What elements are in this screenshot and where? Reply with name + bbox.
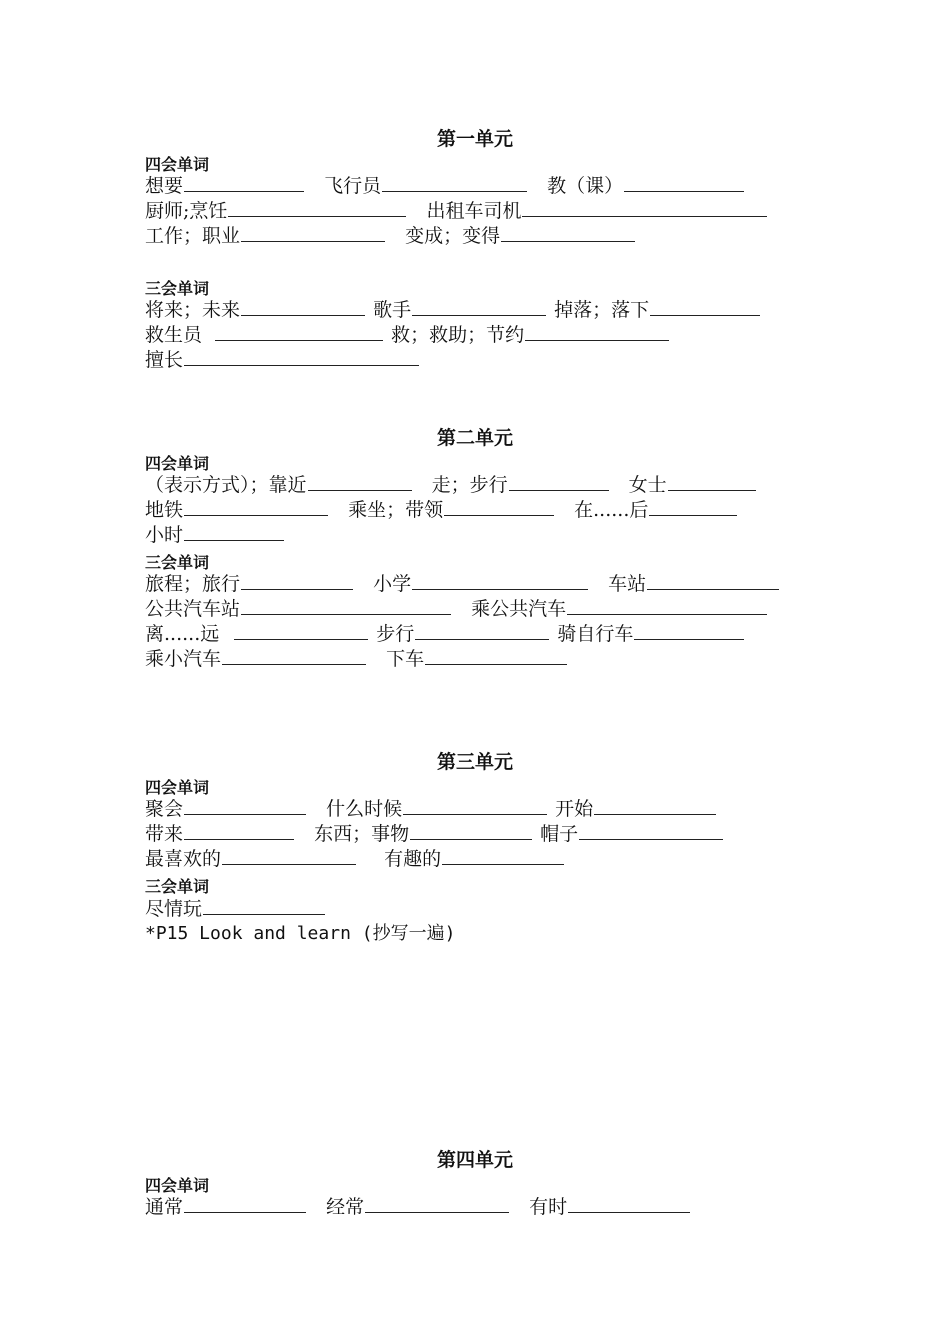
unit-4-title: 第四单元 (436, 1149, 513, 1171)
vocab-item: 将来；未来 (145, 298, 365, 322)
vocab-item: 救；救助；节约 (391, 323, 669, 347)
unit-2-line-7 (145, 647, 581, 671)
vocab-item: 想要 (145, 174, 304, 198)
vocab-item: 帽子 (540, 822, 723, 846)
answer-blank[interactable] (412, 573, 588, 590)
answer-blank[interactable] (525, 324, 669, 341)
vocab-item: 女士 (629, 473, 756, 497)
vocab-item: 下车 (386, 647, 567, 671)
unit-1-line-5 (145, 323, 683, 347)
unit-4-line-1 (145, 1195, 704, 1219)
answer-blank[interactable] (522, 200, 767, 217)
unit-2-line-2 (145, 498, 751, 522)
answer-blank[interactable] (649, 499, 737, 516)
unit-1-line-6 (145, 348, 433, 372)
answer-blank[interactable] (650, 299, 760, 316)
unit-1-three-skill-label: 三会单词 (145, 279, 210, 298)
answer-blank[interactable] (215, 324, 383, 341)
answer-blank[interactable] (647, 573, 779, 590)
vocab-item: 乘小汽车 (145, 647, 366, 671)
vocab-item: 通常 (145, 1195, 306, 1219)
vocab-item: 旅程；旅行 (145, 572, 353, 596)
vocab-item: 步行 (376, 622, 549, 646)
answer-blank[interactable] (241, 598, 451, 615)
unit-3-line-3 (145, 847, 578, 871)
vocab-item: 乘公共汽车 (471, 597, 767, 621)
vocab-item: 走；步行 (432, 473, 609, 497)
unit-2-line-3 (145, 523, 298, 547)
answer-blank[interactable] (184, 1196, 306, 1213)
answer-blank[interactable] (184, 823, 294, 840)
vocab-item: 在......后 (574, 498, 737, 522)
vocab-item: 骑自行车 (557, 622, 744, 646)
unit-3-four-skill-label: 四会单词 (145, 778, 210, 797)
answer-blank[interactable] (567, 598, 767, 615)
answer-blank[interactable] (624, 175, 744, 192)
vocab-item: 地铁 (145, 498, 328, 522)
answer-blank[interactable] (634, 623, 744, 640)
vocab-item: 飞行员 (324, 174, 527, 198)
answer-blank[interactable] (234, 623, 368, 640)
answer-blank[interactable] (184, 499, 328, 516)
answer-blank[interactable] (568, 1196, 690, 1213)
answer-blank[interactable] (184, 175, 304, 192)
vocab-item: 乘坐；带领 (348, 498, 554, 522)
unit-2-title: 第二单元 (436, 427, 513, 449)
unit-1-four-skill-label: 四会单词 (145, 155, 210, 174)
answer-blank[interactable] (444, 499, 554, 516)
unit-1-title: 第一单元 (436, 128, 513, 150)
unit-3-three-skill-label: 三会单词 (145, 877, 210, 896)
vocab-item: 经常 (326, 1195, 509, 1219)
answer-blank[interactable] (203, 898, 325, 915)
vocab-item: 变成；变得 (405, 224, 635, 248)
unit-3-line-4 (145, 897, 339, 921)
vocab-item: 车站 (608, 572, 779, 596)
answer-blank[interactable] (403, 798, 547, 815)
vocab-item: 带来 (145, 822, 294, 846)
vocab-item: 出租车司机 (426, 199, 767, 223)
answer-blank[interactable] (425, 648, 567, 665)
vocab-item: 有时 (529, 1195, 690, 1219)
answer-blank[interactable] (415, 623, 549, 640)
answer-blank[interactable] (509, 474, 609, 491)
unit-2-three-skill-label: 三会单词 (145, 553, 210, 572)
vocab-item: 公共汽车站 (145, 597, 451, 621)
unit-3-line-1 (145, 797, 730, 821)
unit-3-note: *P15 Look and learn (抄写一遍) (145, 923, 456, 944)
unit-2-line-6 (145, 622, 758, 646)
answer-blank[interactable] (365, 1196, 509, 1213)
unit-3-line-2 (145, 822, 737, 846)
vocab-item: （表示方式）；靠近 (145, 473, 412, 497)
unit-3-title: 第三单元 (436, 751, 513, 773)
answer-blank[interactable] (222, 848, 356, 865)
unit-2-line-5 (145, 597, 781, 621)
answer-blank[interactable] (241, 299, 365, 316)
answer-blank[interactable] (579, 823, 723, 840)
vocab-item: 救生员 (145, 323, 383, 347)
vocab-item: 东西；事物 (314, 822, 532, 846)
answer-blank[interactable] (382, 175, 527, 192)
vocab-item: 什么时候 (326, 797, 547, 821)
answer-blank[interactable] (228, 200, 406, 217)
vocab-item: 尽情玩 (145, 897, 325, 921)
vocab-item: 小时 (145, 523, 284, 547)
unit-1-line-3 (145, 224, 649, 248)
answer-blank[interactable] (241, 225, 385, 242)
vocab-item: 开始 (555, 797, 716, 821)
unit-1-line-4 (145, 298, 774, 322)
vocab-item: 歌手 (373, 298, 546, 322)
vocab-item: 工作；职业 (145, 224, 385, 248)
unit-1-line-1 (145, 174, 758, 198)
answer-blank[interactable] (308, 474, 412, 491)
answer-blank[interactable] (442, 848, 564, 865)
answer-blank[interactable] (412, 299, 546, 316)
answer-blank[interactable] (184, 524, 284, 541)
vocab-item: 掉落；落下 (554, 298, 760, 322)
answer-blank[interactable] (241, 573, 353, 590)
unit-2-line-4 (145, 572, 793, 596)
answer-blank[interactable] (222, 648, 366, 665)
vocab-item: 离......远 (145, 622, 368, 646)
answer-blank[interactable] (410, 823, 532, 840)
vocab-item: 擅长 (145, 348, 419, 372)
unit-2-four-skill-label: 四会单词 (145, 454, 210, 473)
vocab-item: 小学 (373, 572, 588, 596)
unit-4-four-skill-label: 四会单词 (145, 1176, 210, 1195)
vocab-item: 有趣的 (384, 847, 564, 871)
answer-blank[interactable] (501, 225, 635, 242)
vocab-item: 厨师;烹饪 (145, 199, 406, 223)
answer-blank[interactable] (184, 798, 306, 815)
vocab-item: 聚会 (145, 797, 306, 821)
vocab-item: 教（课） (547, 174, 744, 198)
answer-blank[interactable] (184, 349, 419, 366)
unit-2-line-1 (145, 473, 770, 497)
answer-blank[interactable] (594, 798, 716, 815)
unit-1-line-2 (145, 199, 781, 223)
vocab-item: 最喜欢的 (145, 847, 356, 871)
answer-blank[interactable] (668, 474, 756, 491)
